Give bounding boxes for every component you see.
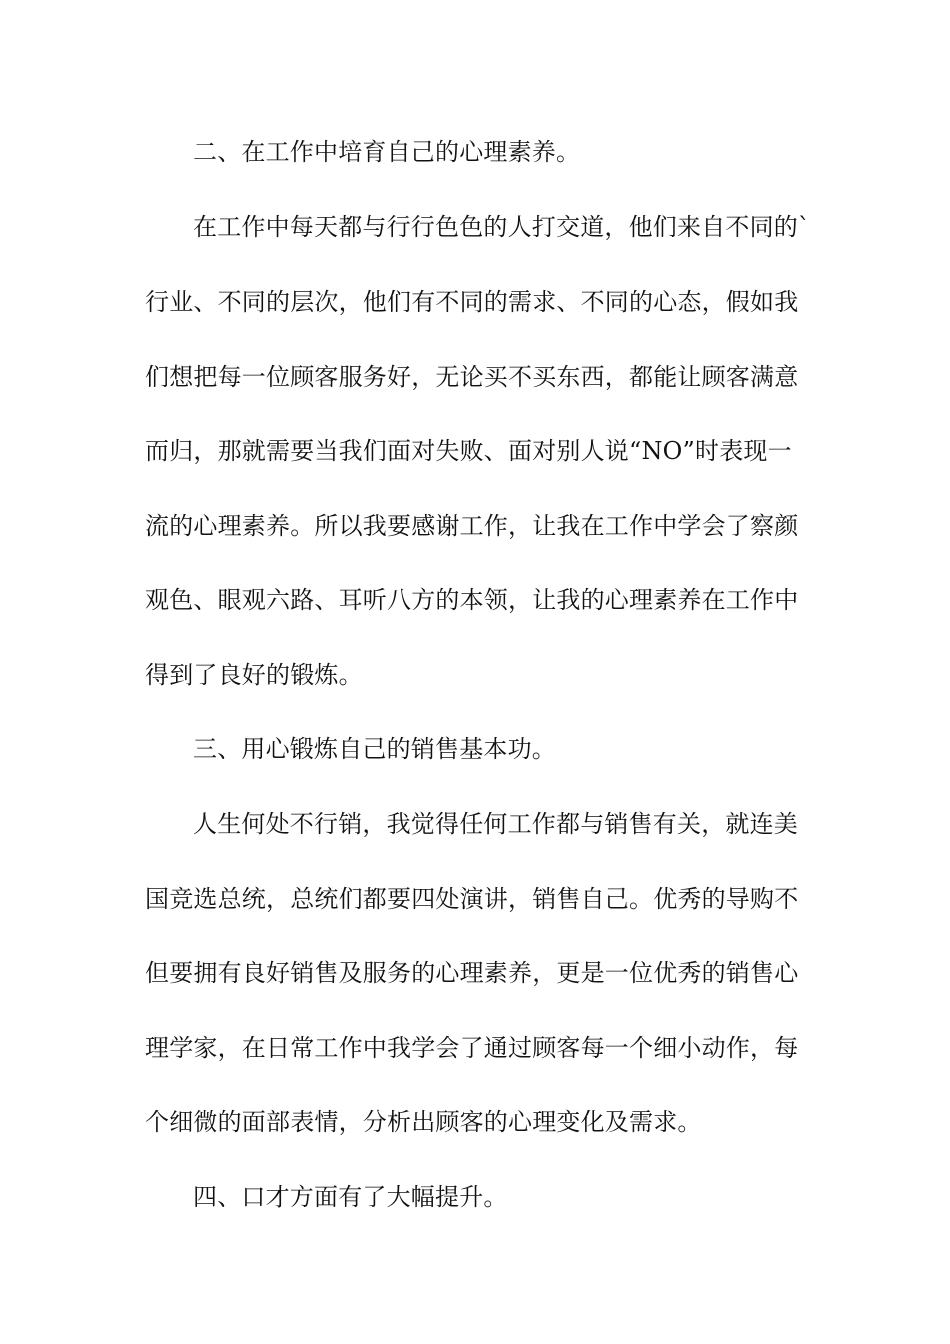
paragraph-line: 行业、不同的层次，他们有不同的需求、不同的心态，假如我 — [145, 288, 799, 316]
section-heading-2: 二、在工作中培育自己的心理素养。 — [193, 138, 581, 166]
paragraph-line: 们想把每一位顾客服务好，无论买不买东西，都能让顾客满意 — [145, 363, 799, 391]
paragraph-line: 观色、眼观六路、耳听八方的本领，让我的心理素养在工作中 — [145, 586, 799, 614]
paragraph-line: 在工作中每天都与行行色色的人打交道，他们来自不同的` — [193, 213, 811, 241]
paragraph-line: 流的心理素养。所以我要感谢工作，让我在工作中学会了察颜 — [145, 512, 799, 540]
paragraph-line: 理学家，在日常工作中我学会了通过顾客每一个细小动作，每 — [145, 1034, 799, 1062]
paragraph-line: 个细微的面部表情，分析出顾客的心理变化及需求。 — [145, 1108, 702, 1136]
section-heading-3: 三、用心锻炼自己的销售基本功。 — [193, 735, 556, 763]
paragraph-line: 国竞选总统，总统们都要四处演讲，销售自己。优秀的导购不 — [145, 885, 799, 913]
paragraph-line: 而归，那就需要当我们面对失败、面对别人说“NO”时表现一 — [145, 437, 792, 465]
section-heading-4: 四、口才方面有了大幅提升。 — [193, 1183, 508, 1211]
paragraph-line: 但要拥有良好销售及服务的心理素养，更是一位优秀的销售心 — [145, 959, 799, 987]
paragraph-line: 得到了良好的锻炼。 — [145, 661, 363, 689]
paragraph-line: 人生何处不行销，我觉得任何工作都与销售有关，就连美 — [193, 810, 798, 838]
